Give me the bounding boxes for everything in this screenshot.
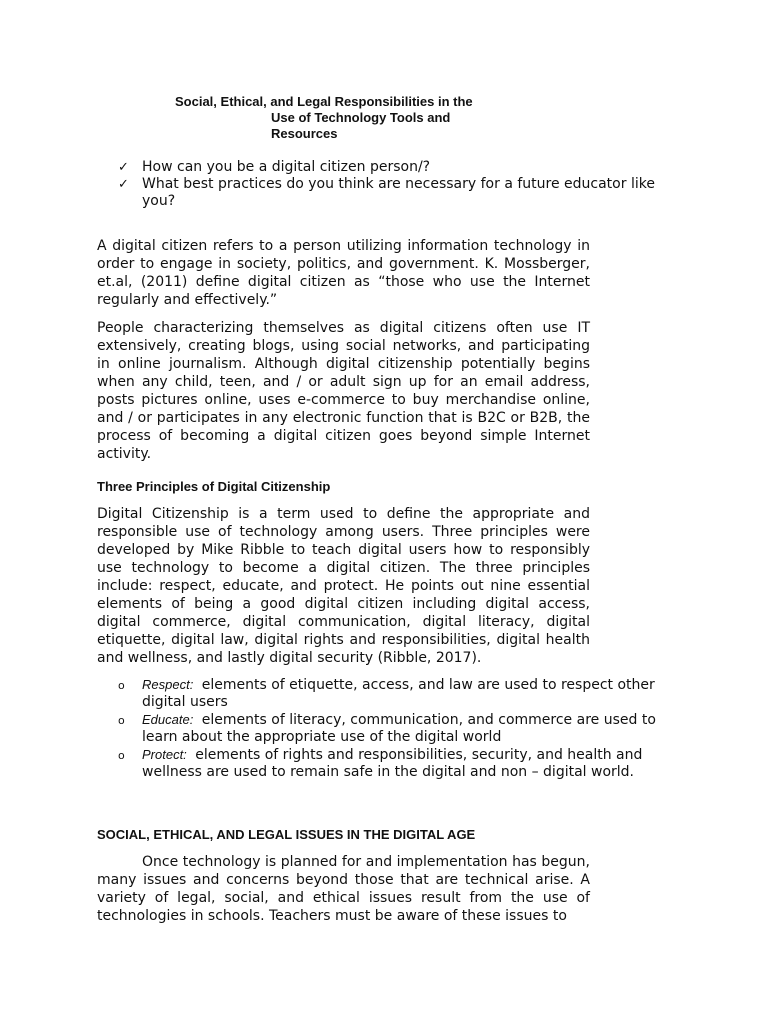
principle-term: Protect: xyxy=(142,747,187,762)
principle-term: Respect: xyxy=(142,677,194,692)
paragraph-issues-intro: Once technology is planned for and implementation has begun, many issues and concerns beyond those that are technical arise. A variety of legal, social, and ethical issues result from the use of technologies in schools. Teachers must be aware of these issues to xyxy=(97,854,590,924)
circle-bullet-icon: o xyxy=(118,714,125,727)
list-item xyxy=(118,746,658,781)
paragraph-digital-citizenship: Digital Citizenship is a term used to define the appropriate and responsible use of technology among users. Three principles were developed by Mike Ribble to teach digital users how to responsibly use technology to become a digital citizen. The three principles include: respect, educate, and protect. He points out nine essential elements of being a good digital citizen including digital access, digital commerce, digital communication, digital literacy, digital etiquette, digital law, digital rights and responsibilities, digital health and wellness, and lastly digital security (Ribble, 2017). xyxy=(97,506,590,666)
list-item xyxy=(118,676,658,711)
guide-questions-list xyxy=(118,159,658,210)
principle-text: elements of rights and responsibilities, security, and health and wellness are used to remain safe in the digital and non – digital world. xyxy=(142,747,643,780)
principles-list xyxy=(118,676,658,781)
circle-bullet-icon: o xyxy=(118,679,125,692)
checkmark-icon: ✓ xyxy=(118,177,129,192)
question-text: What best practices do you think are necessary for a future educator like you? xyxy=(142,176,655,209)
document-title-line-1: Social, Ethical, and Legal Responsibilities in the xyxy=(175,94,473,109)
document-title-line-2: Use of Technology Tools and xyxy=(271,110,451,125)
circle-bullet-icon: o xyxy=(118,749,125,762)
question-text: How can you be a digital citizen person/? xyxy=(142,159,431,175)
paragraph-digital-citizen-definition: A digital citizen refers to a person utilizing information technology in order to engage in society, politics, and government. K. Mossberger, et.al, (2011) define digital citizen as “those who use the Internet regularly and effectively.” xyxy=(97,238,590,308)
list-item xyxy=(118,711,658,746)
list-item xyxy=(118,176,658,210)
list-item xyxy=(118,159,658,176)
section-heading-principles: Three Principles of Digital Citizenship xyxy=(97,479,331,494)
checkmark-icon: ✓ xyxy=(118,160,129,175)
paragraph-digital-citizen-activities: People characterizing themselves as digital citizens often use IT extensively, creating blogs, using social networks, and participating in online journalism. Although digital citizenship potentially begins when any child, teen, and / or adult sign up for an email address, posts pictures online, uses e-commerce to buy merchandise online, and / or participates in any electronic function that is B2C or B2B, the process of becoming a digital citizen goes beyond simple Internet activity. xyxy=(97,320,590,462)
principle-term: Educate: xyxy=(142,712,194,727)
principle-text: elements of literacy, communication, and commerce are used to learn about the appropriate use of the digital world xyxy=(142,712,656,745)
section-heading-issues: SOCIAL, ETHICAL, AND LEGAL ISSUES IN THE DIGITAL AGE xyxy=(97,827,476,842)
document-title-line-3: Resources xyxy=(271,126,338,141)
principle-text: elements of etiquette, access, and law are used to respect other digital users xyxy=(142,677,655,710)
